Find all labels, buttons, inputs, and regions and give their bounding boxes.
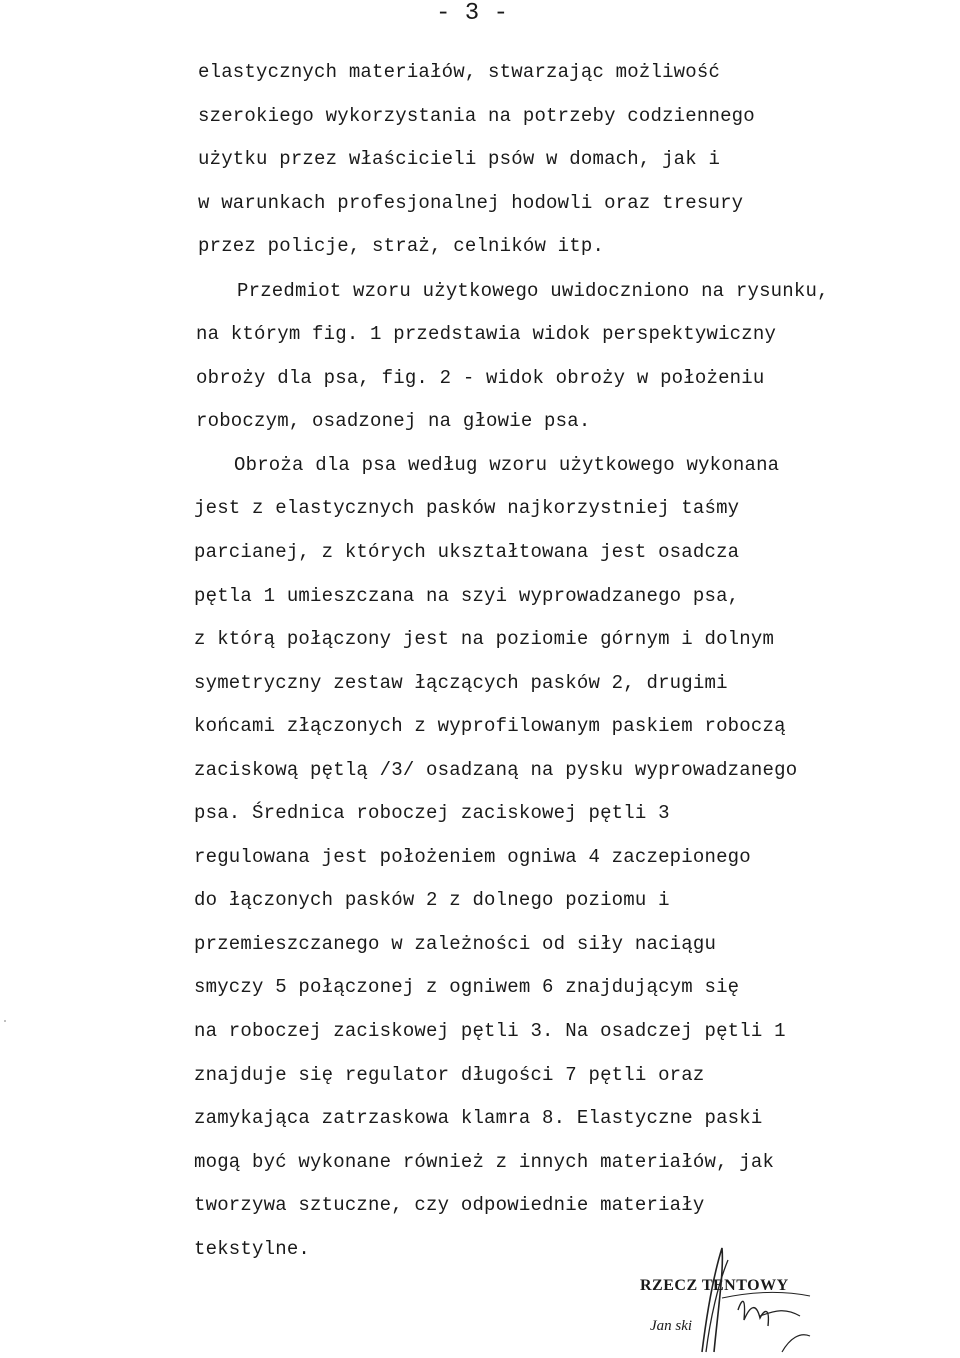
text-line: roboczym, osadzonej na głowie psa.	[196, 410, 591, 432]
text-line: pętla 1 umieszczana na szyi wyprowadzanego psa,	[194, 585, 740, 607]
signature	[610, 1240, 910, 1358]
text-line: przemieszczanego w zależności od siły naciągu	[194, 933, 717, 955]
text-line: na roboczej zaciskowej pętli 3. Na osadczej pętli 1	[194, 1020, 786, 1042]
text-line: tekstylne.	[194, 1238, 311, 1260]
text-line: Obroża dla psa według wzoru użytkowego wykonana	[234, 454, 780, 476]
text-line: na którym fig. 1 przedstawia widok perspektywiczny	[196, 323, 777, 345]
text-line: znajduje się regulator długości 7 pętli oraz	[194, 1064, 705, 1086]
text-line: do łączonych pasków 2 z dolnego poziomu i	[194, 889, 670, 911]
official-stamp	[610, 1240, 910, 1358]
scan-speck	[4, 1020, 6, 1022]
text-line: przez policje, straż, celników itp.	[198, 235, 605, 257]
text-line: tworzywa sztuczne, czy odpowiednie materiały	[194, 1194, 705, 1216]
text-line: jest z elastycznych pasków najkorzystniej taśmy	[194, 497, 740, 519]
text-line: elastycznych materiałów, stwarzając możliwość	[198, 61, 721, 83]
page-number: - 3 -	[436, 0, 509, 27]
text-line: parcianej, z których ukształtowana jest osadcza	[194, 541, 740, 563]
text-line: obroży dla psa, fig. 2 - widok obroży w położeniu	[196, 367, 765, 389]
text-line: Przedmiot wzoru użytkowego uwidoczniono na rysunku,	[237, 280, 829, 302]
text-line: regulowana jest położeniem ogniwa 4 zaczepionego	[194, 846, 751, 868]
text-line: symetryczny zestaw łączących pasków 2, drugimi	[194, 672, 728, 694]
stamp-bottom-text: Jan ski	[650, 1318, 693, 1334]
text-line: zaciskową pętlą /3/ osadzaną na pysku wyprowadzanego	[194, 759, 798, 781]
text-line: mogą być wykonane również z innych materiałów, jak	[194, 1151, 775, 1173]
stamp-top-text: RZECZ TENTOWY	[640, 1277, 789, 1294]
text-line: smyczy 5 połączonej z ogniwem 6 znajdującym się	[194, 976, 740, 998]
text-line: szerokiego wykorzystania na potrzeby codziennego	[198, 105, 755, 127]
text-line: z którą połączony jest na poziomie górnym i dolnym	[194, 628, 775, 650]
text-line: w warunkach profesjonalnej hodowli oraz tresury	[198, 192, 744, 214]
text-line: zamykająca zatrzaskowa klamra 8. Elastyczne paski	[194, 1107, 763, 1129]
text-line: końcami złączonych z wyprofilowanym paskiem roboczą	[194, 715, 786, 737]
text-line: psa. Średnica roboczej zaciskowej pętli 3	[194, 802, 670, 824]
text-line: użytku przez właścicieli psów w domach, jak i	[198, 148, 721, 170]
